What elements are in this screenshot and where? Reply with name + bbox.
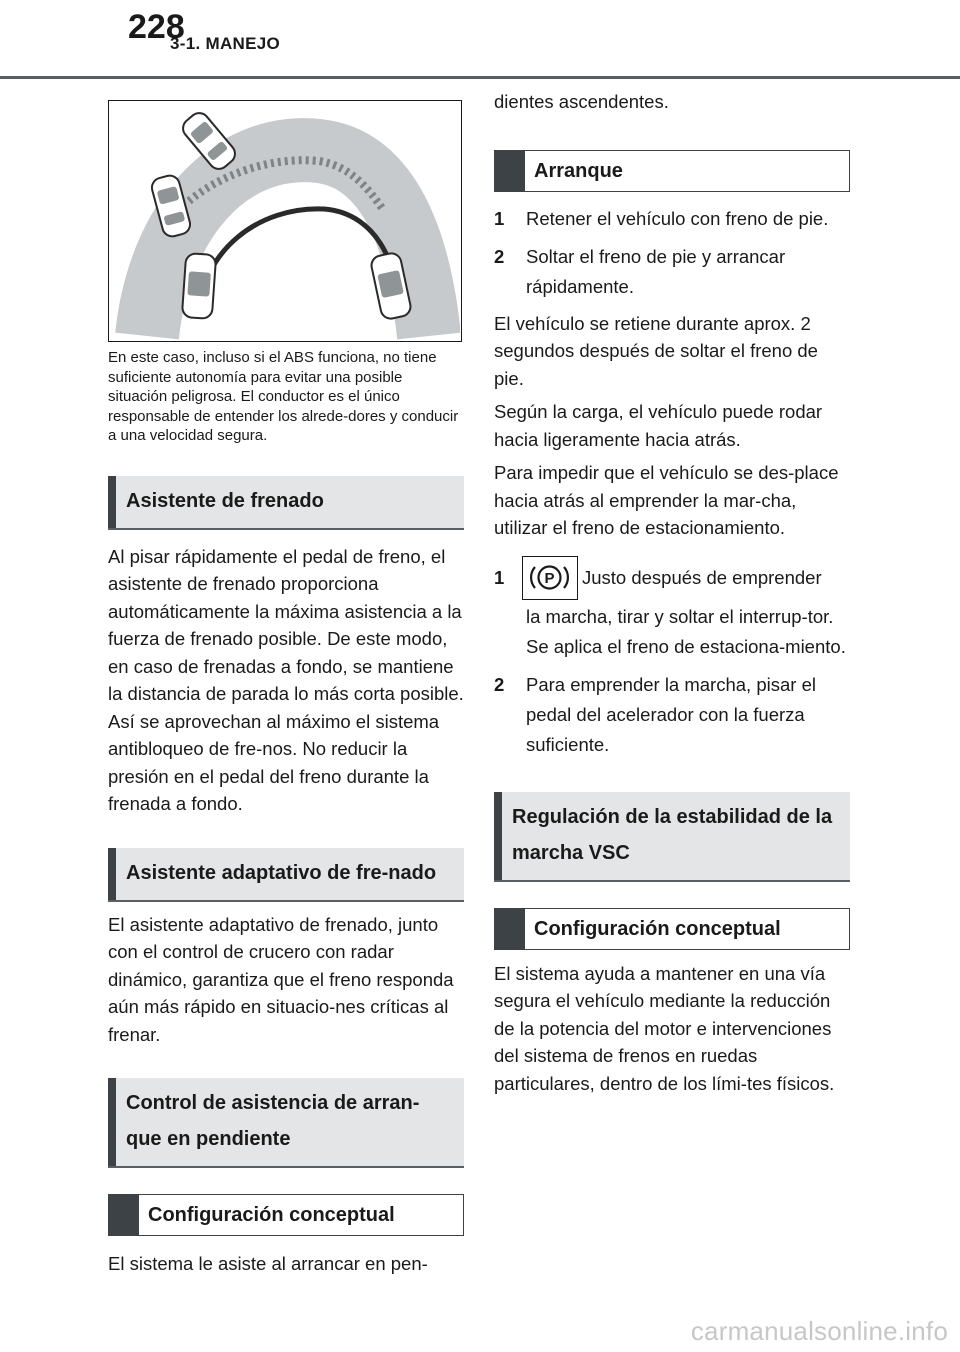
step-text-rest: la marcha, tirar y soltar el interrup-tor. <box>526 605 834 627</box>
curve-skid-illustration <box>108 100 462 342</box>
car-bottom-left <box>182 253 216 319</box>
list-item <box>494 670 850 760</box>
page-number: 228 <box>128 8 185 46</box>
step-body <box>526 556 850 662</box>
figure-caption: En este caso, incluso si el ABS funciona, no tiene suficiente autonomía para evitar una posible situación peligrosa. El conductor es el único responsable de entender los alrede-dores y conducir a una velocidad segura. <box>108 349 459 445</box>
parking-brake-icon <box>522 556 578 600</box>
paragraph-hold: El vehículo se retiene durante aprox. 2 segundos después de soltar el freno de pie. <box>494 312 818 389</box>
paragraph-continued: dientes ascendentes. <box>494 91 669 112</box>
step-text: Retener el vehículo con freno de pie. <box>526 207 829 229</box>
header-divider <box>0 76 960 79</box>
step-number: 2 <box>494 245 505 267</box>
driven-path <box>199 209 397 316</box>
heading-text: Configuración conceptual <box>534 917 781 940</box>
heading-text: Asistente adaptativo de fre-nado <box>126 861 437 884</box>
section-heading-adaptive-brake <box>108 848 464 902</box>
step-number: 1 <box>494 566 505 588</box>
heading-bar <box>495 151 525 191</box>
list-item <box>494 242 850 302</box>
heading-bar <box>109 1195 139 1235</box>
paragraph-vsc: El sistema ayuda a mantener en una vía segura el vehículo mediante la reducción de la potencia del motor e intervenciones del sistema de frenos en ruedas particulares, dentro de los lími-tes físicos. <box>494 962 835 1094</box>
page-header <box>0 0 960 80</box>
paragraph-prevent: Para impedir que el vehículo se des-place hacia atrás al emprender la mar-cha, utilizar el freno de estacionamiento. <box>494 462 839 538</box>
heading-text: Asistente de frenado <box>126 489 324 512</box>
heading-text: Control de asistencia de arran-que en pendiente <box>126 1092 420 1151</box>
section-heading-brake-assist <box>108 476 464 530</box>
heading-text: Arranque <box>534 159 623 182</box>
list-item <box>494 556 850 662</box>
subheading-concept-left <box>108 1194 464 1236</box>
paragraph-brake-assist: Al pisar rápidamente el pedal de freno, el asistente de frenado proporciona automáticamente la máxima asistencia a la fuerza de frenado posible. De este modo, en caso de frenadas a fondo, se mantiene la distancia de parada lo más corta posible. Así se aprovechan al máximo el sistema antibloqueo de fre-nos. No reducir la presión en el pedal del freno durante la frenada a fondo. <box>108 545 464 815</box>
subheading-start <box>494 150 850 192</box>
step-text: Justo después de emprender <box>582 566 822 588</box>
step-sub-text: Se aplica el freno de estaciona-miento. <box>526 635 846 657</box>
step-text: Soltar el freno de pie y arrancar rápidamente. <box>526 245 786 297</box>
svg-text:P: P <box>544 569 555 587</box>
left-column <box>108 100 464 1278</box>
section-heading-hill-start <box>108 1078 464 1168</box>
paragraph-adaptive-brake: El asistente adaptativo de frenado, junto con el control de crucero con radar dinámico, garantiza que el freno responda aún más rápido en situacio-nes críticas al frenar. <box>108 913 454 1045</box>
step-number: 2 <box>494 673 505 695</box>
watermark: carmanualsonline.info <box>690 1316 948 1346</box>
chapter-title: 3-1. MANEJO <box>170 34 281 53</box>
subheading-concept-right <box>494 908 850 950</box>
parking-steps-list <box>494 556 850 760</box>
step-text: Para emprender la marcha, pisar el pedal del acelerador con la fuerza suficiente. <box>526 673 816 755</box>
right-column <box>494 88 850 1097</box>
step-first-line <box>522 556 850 600</box>
start-steps-list <box>494 204 850 302</box>
step-number: 1 <box>494 207 505 229</box>
paragraph-load: Según la carga, el vehículo puede rodar hacia ligeramente hacia atrás. <box>494 401 823 450</box>
heading-bar <box>495 909 525 949</box>
paragraph-concept-left: El sistema le asiste al arrancar en pen- <box>108 1253 428 1275</box>
road-curve-drawing <box>109 101 460 340</box>
heading-text: Configuración conceptual <box>148 1204 395 1227</box>
heading-text: Regulación de la estabilidad de la marcha VSC <box>512 805 833 864</box>
section-heading-vsc <box>494 792 850 882</box>
list-item <box>494 204 850 234</box>
